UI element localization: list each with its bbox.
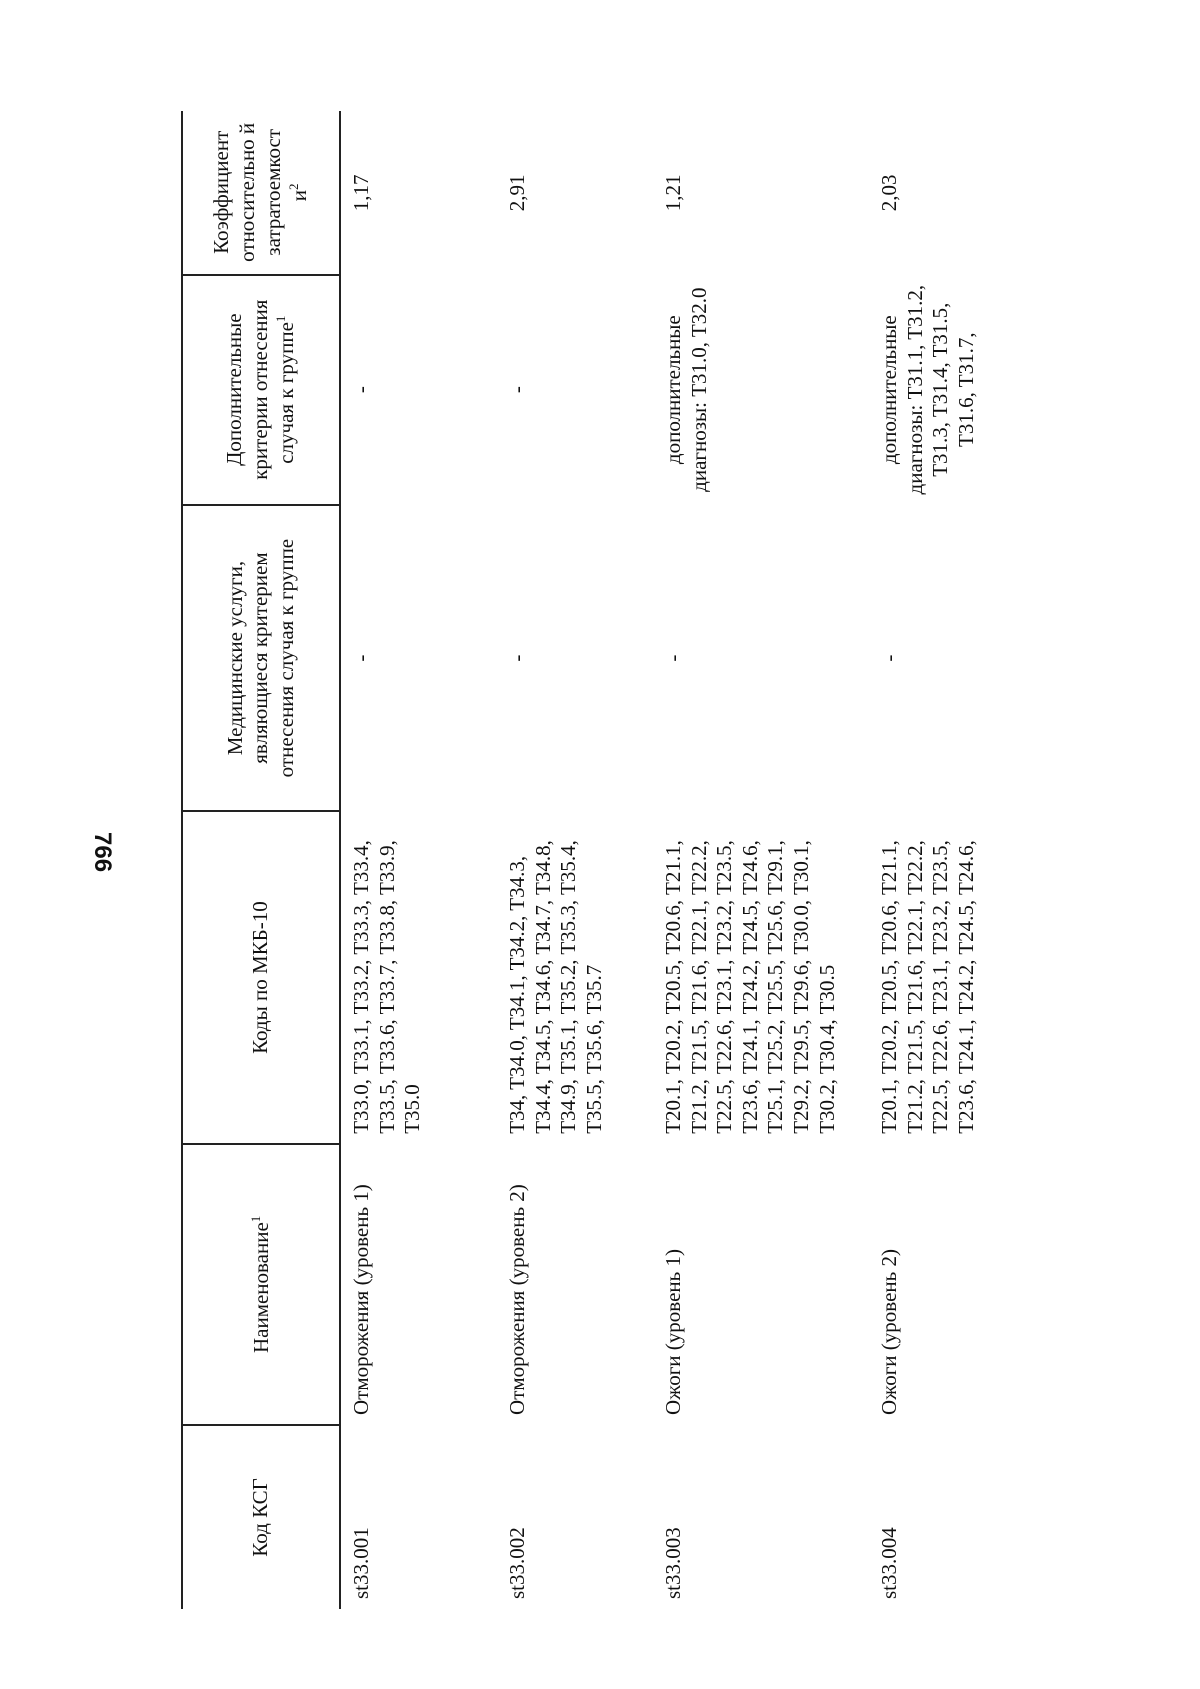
cell-mkb: T34, T34.0, T34.1, T34.2, T34.3, T34.4, T34.5, T34.6, T34.7, T34.8, T34.9, T35.1, T35.2, T35.3, T35.4, T35.5, T35.6, T35.7 xyxy=(505,840,606,1134)
cell-coefficient: 2,91 xyxy=(505,174,529,212)
cell-mkb: T33.0, T33.1, T33.2, T33.3, T33.4, T33.5, T33.6, T33.7, T33.8, T33.9, T35.0 xyxy=(349,840,425,1134)
cell-name: Отморожения (уровень 1) xyxy=(349,1184,373,1415)
cell-code: st33.004 xyxy=(877,1527,901,1599)
header-mkb: Коды по МКБ-10 xyxy=(182,811,340,1143)
header-code: Код КСГ xyxy=(248,1478,273,1557)
ksg-table xyxy=(181,111,1025,1609)
table-row xyxy=(869,111,1025,1609)
table-row xyxy=(497,111,653,1609)
rotated-page-content xyxy=(181,111,1091,1609)
cell-criteria: - xyxy=(349,386,373,394)
cell-code: st33.001 xyxy=(349,1527,373,1599)
cell-coefficient: 2,03 xyxy=(877,174,901,212)
cell-mkb: T20.1, T20.2, T20.5, T20.6, T21.1, T21.2, T21.5, T21.6, T22.1, T22.2, T22.5, T22.6, T23.1, T23.2, T23.5, T23.6, T24.1, T24.2, T24.5, T24.6, T25.1, T25.2, T25.5, T25.6, T29.1, T29.2, T29.5, T29.6, T30.0, T30.1, T30.2, T30.4, T30.5 xyxy=(661,840,839,1134)
cell-name: Ожоги (уровень 2) xyxy=(877,1249,901,1415)
table-header-row xyxy=(182,111,340,1609)
cell-criteria: дополнительные диагнозы: T31.0, T32.0 xyxy=(661,287,711,492)
cell-mkb: T20.1, T20.2, T20.5, T20.6, T21.1, T21.2, T21.5, T21.6, T22.1, T22.2, T22.5, T22.6, T23.1, T23.2, T23.5, T23.6, T24.1, T24.2, T24.5, T24.6, xyxy=(877,840,978,1134)
header-coefficient: Коэффициент относительно й затратоемкост $и^2$ xyxy=(182,111,340,275)
cell-criteria: - xyxy=(505,386,529,394)
cell-code: st33.003 xyxy=(661,1527,685,1599)
header-criteria: Дополнительные критерии отнесения случая к группе$^1$ xyxy=(182,275,340,505)
cell-services: - xyxy=(661,654,685,662)
cell-name: Отморожения (уровень 2) xyxy=(505,1184,529,1415)
table-row xyxy=(653,111,869,1609)
cell-name: Ожоги (уровень 1) xyxy=(661,1249,685,1415)
cell-coefficient: 1,21 xyxy=(661,174,685,212)
table-row xyxy=(340,111,497,1609)
cell-criteria: дополнительные диагнозы: T31.1, T31.2, T31.3, T31.4, T31.5, T31.6, T31.7, xyxy=(877,284,978,495)
cell-services: - xyxy=(505,654,529,662)
cell-services: - xyxy=(877,654,901,662)
cell-coefficient: 1,17 xyxy=(349,174,373,212)
header-services: Медицинские услуги, являющиеся критерием отнесения случая к группе xyxy=(182,505,340,812)
page-number: 766 xyxy=(89,832,116,873)
header-name: Наименование$^1$ xyxy=(182,1144,340,1425)
cell-services: - xyxy=(349,654,373,662)
cell-code: st33.002 xyxy=(505,1527,529,1599)
